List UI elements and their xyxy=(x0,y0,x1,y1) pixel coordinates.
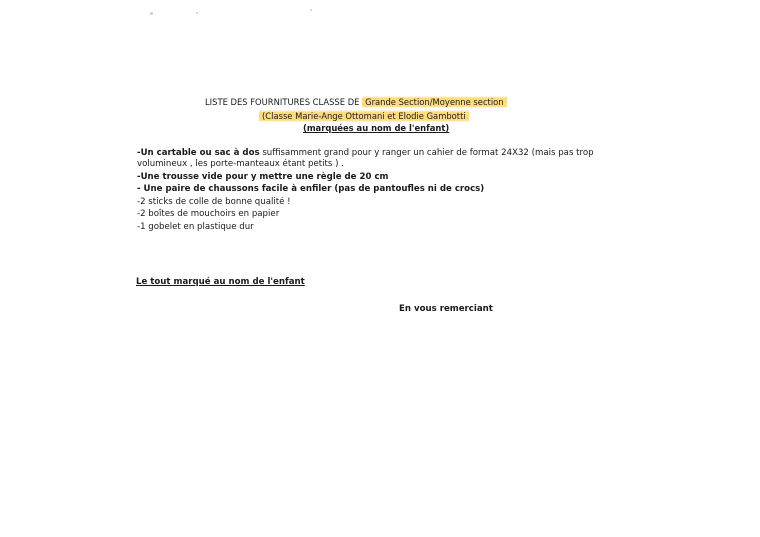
mark-note: (marquées au nom de l'enfant) xyxy=(303,123,450,133)
title-highlight: Grande Section/Moyenne section xyxy=(362,96,507,108)
supplies-list xyxy=(137,148,607,235)
teachers-line xyxy=(259,111,469,122)
list-item-bold: -Un cartable ou sac à dos xyxy=(137,148,260,158)
title-prefix: LISTE DES FOURNITURES CLASSE DE xyxy=(205,97,363,107)
list-item xyxy=(137,172,607,183)
teachers-text: (Classe Marie-Ange Ottomani et Elodie Gambotti xyxy=(259,110,469,122)
list-item-text: -1 gobelet en plastique dur xyxy=(137,221,254,232)
footer-note: Le tout marqué au nom de l'enfant xyxy=(136,277,305,287)
list-item-text: suffisamment grand pour y ranger un cahier de format 24X32 (mais pas trop volumineux , les porte-manteaux étant petits ) . xyxy=(137,148,594,170)
scan-speck xyxy=(150,12,153,15)
list-item xyxy=(137,222,607,233)
list-item-text: -2 boîtes de mouchoirs en papier xyxy=(137,209,280,220)
list-item-text: -2 sticks de colle de bonne qualité ! xyxy=(137,196,291,207)
list-item xyxy=(137,197,607,208)
list-item xyxy=(137,184,607,195)
scan-speck xyxy=(196,12,198,14)
list-item xyxy=(137,148,607,170)
document-title xyxy=(205,97,507,108)
scan-speck xyxy=(310,9,312,11)
list-item-bold: - Une paire de chaussons facile à enfiler (pas de pantoufles ni de crocs) xyxy=(137,184,485,195)
list-item-bold: -Une trousse vide pour y mettre une règle de 20 cm xyxy=(137,171,389,182)
list-item xyxy=(137,209,607,220)
closing-text: En vous remerciant xyxy=(399,304,493,314)
